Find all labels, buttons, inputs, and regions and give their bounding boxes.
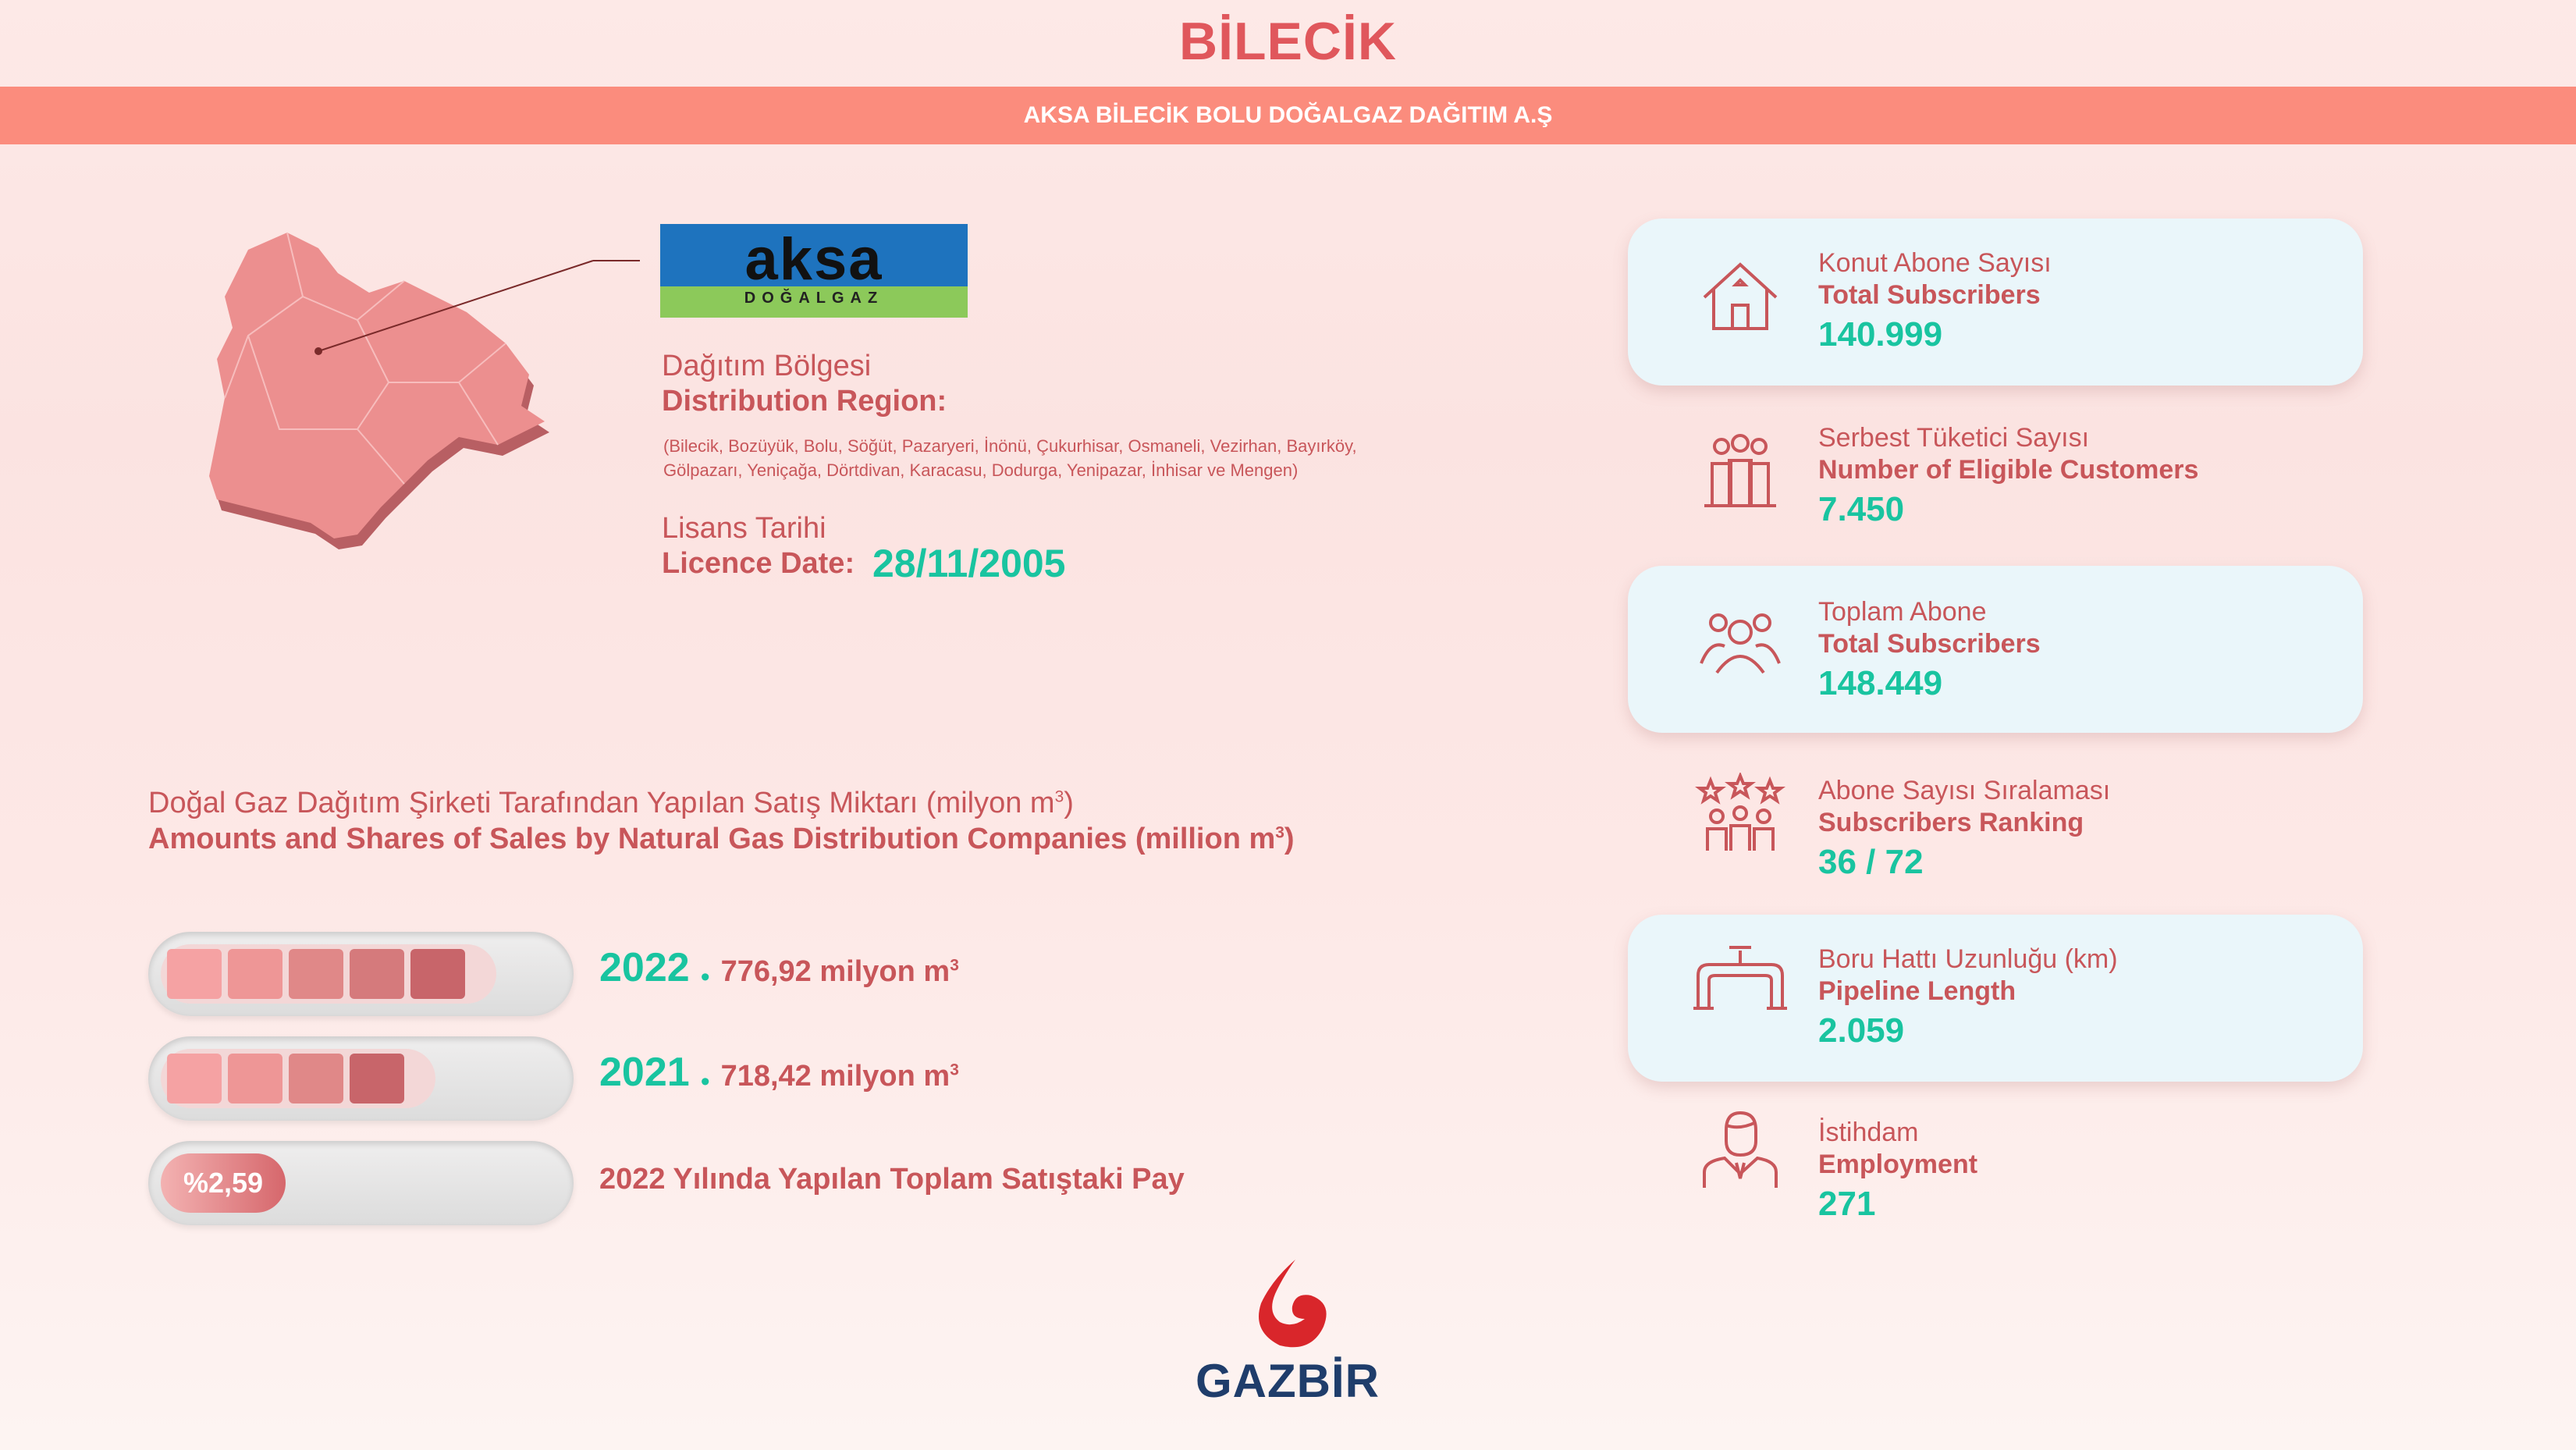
region-list: [663, 434, 1522, 482]
sales-year: 2021: [599, 1050, 690, 1095]
pipeline-icon: [1693, 936, 1787, 1022]
gazbir-brand: GAZBİR: [1196, 1355, 1380, 1407]
distribution-label-tr: Dağıtım Bölgesi: [662, 350, 872, 382]
share-label: 2022 Yılında Yapılan Toplam Satıştaki Pay: [599, 1163, 1185, 1196]
distribution-label-en: Distribution Region:: [662, 385, 947, 418]
stat-value: 36 / 72: [1818, 843, 1924, 881]
sales-row-2021: 2021 • 718,42 milyon $m^3$: [599, 1050, 959, 1097]
group-people-icon: [1693, 429, 1787, 515]
ranking-stars-icon: [1693, 773, 1787, 858]
logo-word: aksa: [744, 226, 883, 293]
sales-title-en: Amounts and Shares of Sales by Natural Gas Distribution Companies (million $m^3$): [148, 823, 1295, 855]
company-name: AKSA BİLECİK BOLU DOĞALGAZ DAĞITIM A.Ş: [1023, 102, 1553, 128]
licence-label-en: Licence Date:: [662, 547, 855, 580]
company-band: [0, 87, 2576, 144]
sales-bar-2022: [148, 932, 574, 1016]
stat-eligible-customers: Serbest Tüketici Sayısı Number of Eligible Customers 7.450: [1818, 423, 2199, 528]
stat-value: 271: [1818, 1185, 1876, 1223]
map-leader-line: [312, 258, 640, 367]
stat-value: 148.449: [1818, 664, 1943, 702]
employee-icon: [1693, 1107, 1787, 1192]
share-value: %2,59: [161, 1153, 286, 1213]
stat-value: 7.450: [1818, 490, 1905, 528]
stat-value: 140.999: [1818, 315, 1943, 354]
sales-amount: 776,92 milyon $m^3$: [720, 955, 959, 988]
region-line-2: Gölpazarı, Yeniçağa, Dörtdivan, Karacasu, Dodurga, Yenipazar, İnhisar ve Mengen): [663, 460, 1299, 480]
stat-total-subscribers: Toplam Abone Total Subscribers 148.449: [1818, 597, 2041, 702]
sales-row-2022: 2022 • 776,92 milyon $m^3$: [599, 945, 959, 993]
aksa-logo: [660, 224, 968, 318]
licence-label-tr: Lisans Tarihi: [662, 512, 826, 545]
stat-value: 2.059: [1818, 1011, 1905, 1050]
logo-sub: DOĞALGAZ: [744, 290, 884, 307]
house-icon: [1693, 254, 1787, 339]
gazbir-flame-icon: [1241, 1256, 1334, 1350]
stat-home-subscribers: Konut Abone Sayısı Total Subscribers 140.999: [1818, 248, 2052, 354]
sales-bar-fill: [161, 944, 496, 1004]
stat-pipeline-length: Boru Hattı Uzunluğu (km) Pipeline Length 2.059: [1818, 944, 2118, 1050]
share-bar: [148, 1141, 574, 1225]
page-title: BİLECİK: [1179, 12, 1397, 71]
stat-employment: İstihdam Employment 271: [1818, 1118, 1978, 1223]
sales-bar-2021: [148, 1036, 574, 1121]
sales-amount: 718,42 milyon $m^3$: [720, 1060, 959, 1093]
sales-year: 2022: [599, 945, 690, 990]
licence-date: 28/11/2005: [872, 542, 1066, 585]
region-line-1: (Bilecik, Bozüyük, Bolu, Söğüt, Pazaryeri, İnönü, Çukurhisar, Osmaneli, Vezirhan, Bayırköy,: [663, 436, 1357, 456]
stat-ranking: Abone Sayısı Sıralaması Subscribers Ranking 36 / 72: [1818, 776, 2111, 881]
sales-bar-fill: [161, 1049, 435, 1108]
crowd-icon: [1693, 601, 1787, 687]
sales-title-tr: Doğal Gaz Dağıtım Şirketi Tarafından Yapılan Satış Miktarı (milyon $m^3$): [148, 787, 1074, 819]
